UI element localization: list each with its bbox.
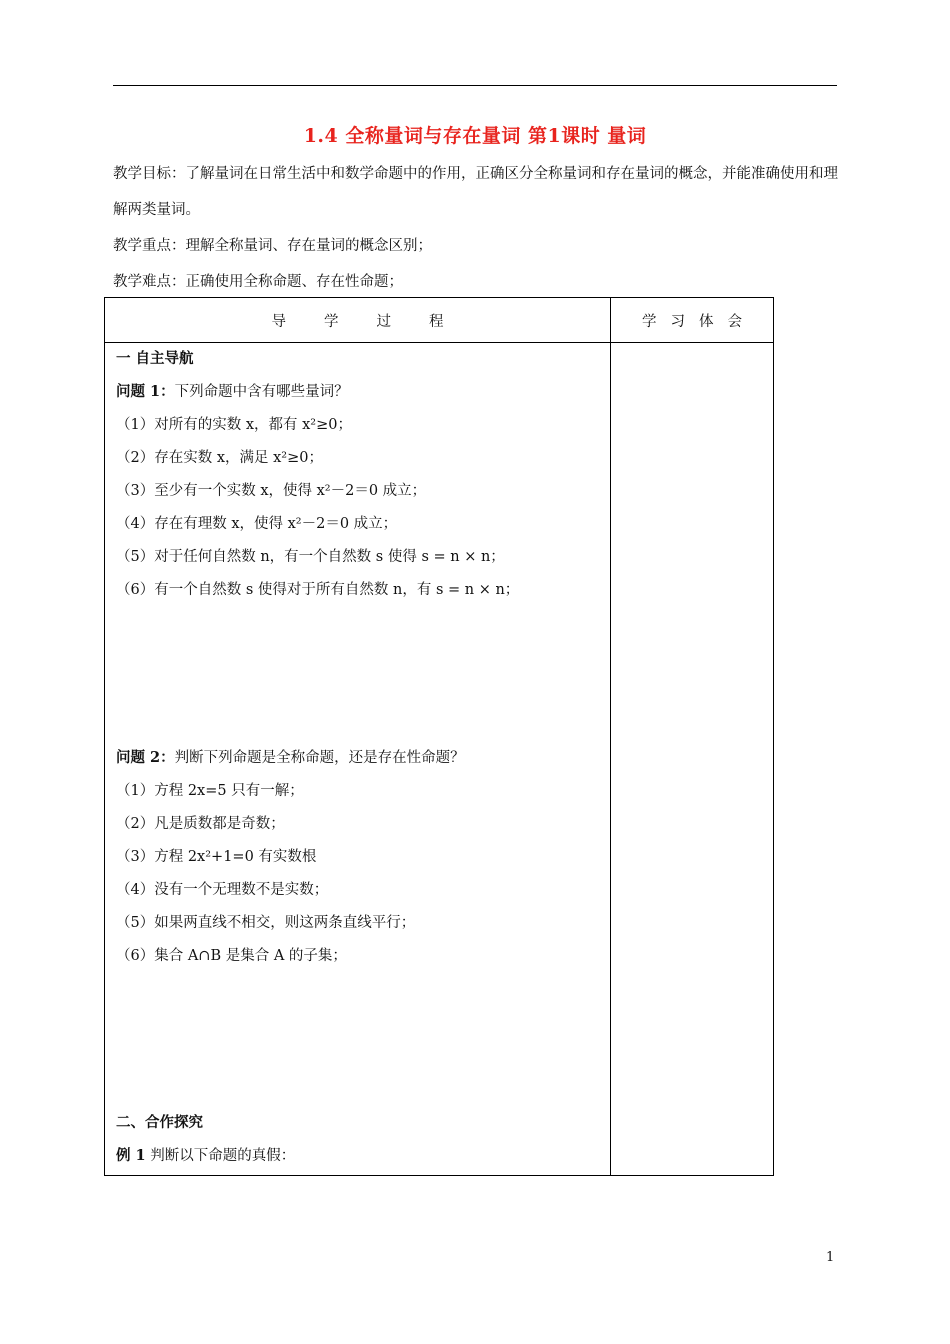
q1-item: （3）至少有一个实数 x，使得 x²－2＝0 成立； — [116, 483, 427, 499]
section-self-navigation: 一 自主导航 — [116, 350, 194, 367]
teaching-goal: 教学目标：了解量词在日常生活中和数学命题中的作用，正确区分全称量词和存在量词的概念，并能准确使用和理解两类量词。 — [113, 166, 838, 218]
q2-item: （4）没有一个无理数不是实数； — [116, 882, 329, 898]
q1-item: （4）存在有理数 x，使得 x²－2＝0 成立； — [116, 516, 398, 532]
q1-item: （1）对所有的实数 x，都有 x²≥0； — [116, 417, 352, 433]
question-1-text: 下列命题中含有哪些量词？ — [174, 384, 349, 400]
teaching-key-point: 教学重点：理解全称量词、存在量词的概念区别； — [113, 238, 432, 254]
header-guide-process: 导学过程 — [105, 298, 611, 343]
q1-item: （2）存在实数 x，满足 x²≥0； — [116, 450, 323, 466]
page-number: 1 — [826, 1250, 835, 1265]
example-1-text: 判断以下命题的真假： — [150, 1148, 296, 1164]
study-table — [104, 297, 774, 1176]
question-2-text: 判断下列命题是全称命题，还是存在性命题？ — [174, 750, 465, 766]
teaching-difficulty: 教学难点：正确使用全称命题、存在性命题； — [113, 274, 403, 290]
guide-process-cell — [105, 343, 611, 1176]
question-2-label: 问题 2： — [116, 749, 175, 766]
question-1 — [116, 380, 349, 401]
header-reflection: 学习体会 — [611, 298, 774, 343]
q2-item: （1）方程 2x=5 只有一解； — [116, 783, 304, 799]
q2-item: （2）凡是质数都是奇数； — [116, 816, 285, 832]
example-1-label: 例 1 — [116, 1147, 146, 1164]
header-rule — [113, 85, 837, 86]
question-1-label: 问题 1： — [116, 383, 175, 400]
reflection-cell[interactable] — [611, 343, 774, 1176]
section-cooperative-exploration: 二、合作探究 — [116, 1114, 203, 1131]
document-title: 1.4 全称量词与存在量词 第1课时 量词 — [303, 125, 647, 147]
q2-item: （3）方程 2x²+1=0 有实数根 — [116, 849, 317, 865]
q2-item: （5）如果两直线不相交，则这两条直线平行； — [116, 915, 416, 931]
q1-item: （5）对于任何自然数 n，有一个自然数 s 使得 s = n × n； — [116, 549, 505, 565]
example-1 — [116, 1144, 295, 1165]
q2-item: （6）集合 A∩B 是集合 A 的子集； — [116, 948, 347, 964]
question-2 — [116, 746, 465, 767]
q1-item: （6）有一个自然数 s 使得对于所有自然数 n，有 s = n × n； — [116, 582, 520, 598]
